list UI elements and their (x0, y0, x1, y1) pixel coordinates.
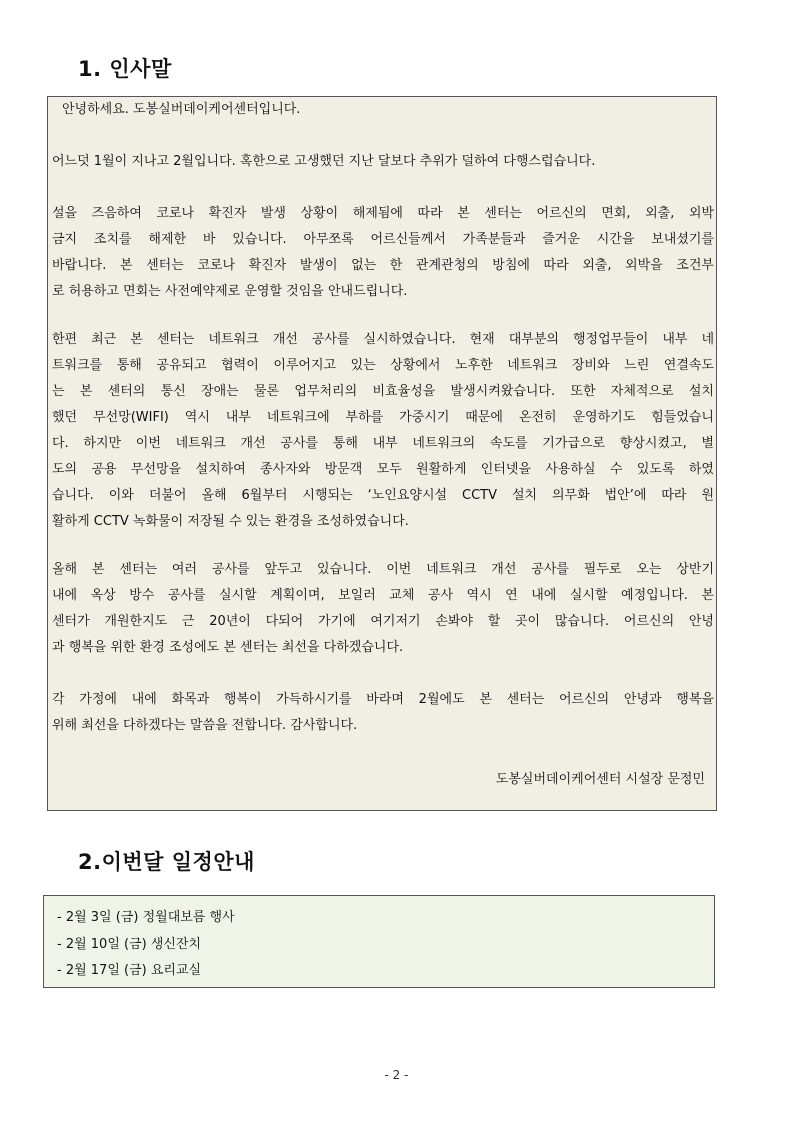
schedule-item: - 2월 17일 (금) 요리교실 (57, 963, 202, 978)
paragraph-line: 위해 최선을 다하겠다는 말씀을 전합니다. 감사합니다. (52, 718, 358, 733)
paragraph-line: 내에 옥상 방수 공사를 실시할 계획이며, 보일러 교체 공사 역시 연 내에 실시할 예정입니다. 본 (52, 588, 714, 603)
paragraph-line: 했던 무선망(WIFI) 역시 내부 네트워크에 부하를 가중시기 때문에 온전히 운영하기도 힘들었습니 (52, 410, 714, 425)
paragraph-line: 각 가정에 내에 화목과 행복이 가득하시기를 바라며 2월에도 본 센터는 어르신의 안녕과 행복을 (52, 692, 714, 707)
section-heading-schedule: 2.이번달 일정안내 (78, 850, 255, 874)
paragraph-line: 과 행복을 위한 환경 조성에도 본 센터는 최선을 다하겠습니다. (52, 640, 404, 655)
greeting-opening-line: 안녕하세요. 도봉실버데이케어센터입니다. (62, 102, 301, 117)
paragraph-line: 올해 본 센터는 여러 공사를 앞두고 있습니다. 이번 네트워크 개선 공사를 필두로 오는 상반기 (52, 562, 714, 577)
paragraph-1 (52, 149, 714, 175)
paragraph-3 (52, 327, 714, 535)
paragraph-line: 금지 조치를 해제한 바 있습니다. 아무쪼록 어르신들께서 가족분들과 즐거운 시간을 보내셨기를 (52, 232, 714, 247)
schedule-item: - 2월 10일 (금) 생신잔치 (57, 937, 202, 952)
paragraph-line: 로 허용하고 면회는 사전예약제로 운영할 것임을 안내드립니다. (52, 284, 408, 299)
section-heading-greeting: 1. 인사말 (78, 57, 172, 81)
paragraph-line: 는 본 센터의 통신 장애는 물론 업무처리의 비효율성을 발생시켜왔습니다. 또한 자체적으로 설치 (52, 384, 714, 399)
paragraph-line: 도의 공용 무선망을 설치하여 종사자와 방문객 모두 원활하게 인터넷을 사용하실 수 있도록 하였 (52, 462, 714, 477)
page-number: - 2 - (384, 1068, 409, 1082)
signature: 도봉실버데이케어센터 시설장 문정민 (495, 772, 705, 787)
paragraph-line: 습니다. 이와 더불어 올해 6월부터 시행되는 ‘노인요양시설 CCTV 설치 의무화 법안’에 따라 원 (52, 488, 714, 503)
paragraph-line: 다. 하지만 이번 네트워크 개선 공사를 통해 내부 네트워크의 속도를 기가급으로 향상시켰고, 별 (52, 436, 714, 451)
schedule-item: - 2월 3일 (금) 정월대보름 행사 (57, 910, 235, 925)
paragraph-line: 활하게 CCTV 녹화물이 저장될 수 있는 환경을 조성하였습니다. (52, 514, 409, 529)
paragraph-2 (52, 201, 714, 305)
paragraph-line: 트워크를 통해 공유되고 협력이 이루어지고 있는 상황에서 노후한 네트워크 장비와 느린 연결속도 (52, 358, 714, 373)
paragraph-5 (52, 687, 714, 739)
paragraph-line: 바랍니다. 본 센터는 코로나 확진자 발생이 없는 한 관계관청의 방침에 따라 외출, 외박을 조건부 (52, 258, 714, 273)
paragraph-4 (52, 557, 714, 661)
paragraph-line: 설을 즈음하여 코로나 확진자 발생 상황이 해제됨에 따라 본 센터는 어르신의 면회, 외출, 외박 (52, 206, 714, 221)
paragraph-line: 어느덧 1월이 지나고 2월입니다. 혹한으로 고생했던 지난 달보다 추위가 덜하여 다행스럽습니다. (52, 154, 596, 169)
greeting-opening (62, 97, 724, 123)
paragraph-line: 센터가 개원한지도 근 20년이 다되어 가기에 여기저기 손봐야 할 곳이 많습니다. 어르신의 안녕 (52, 614, 714, 629)
paragraph-line: 한편 최근 본 센터는 네트워크 개선 공사를 실시하였습니다. 현재 대부분의 행정업무들이 내부 네 (52, 332, 714, 347)
